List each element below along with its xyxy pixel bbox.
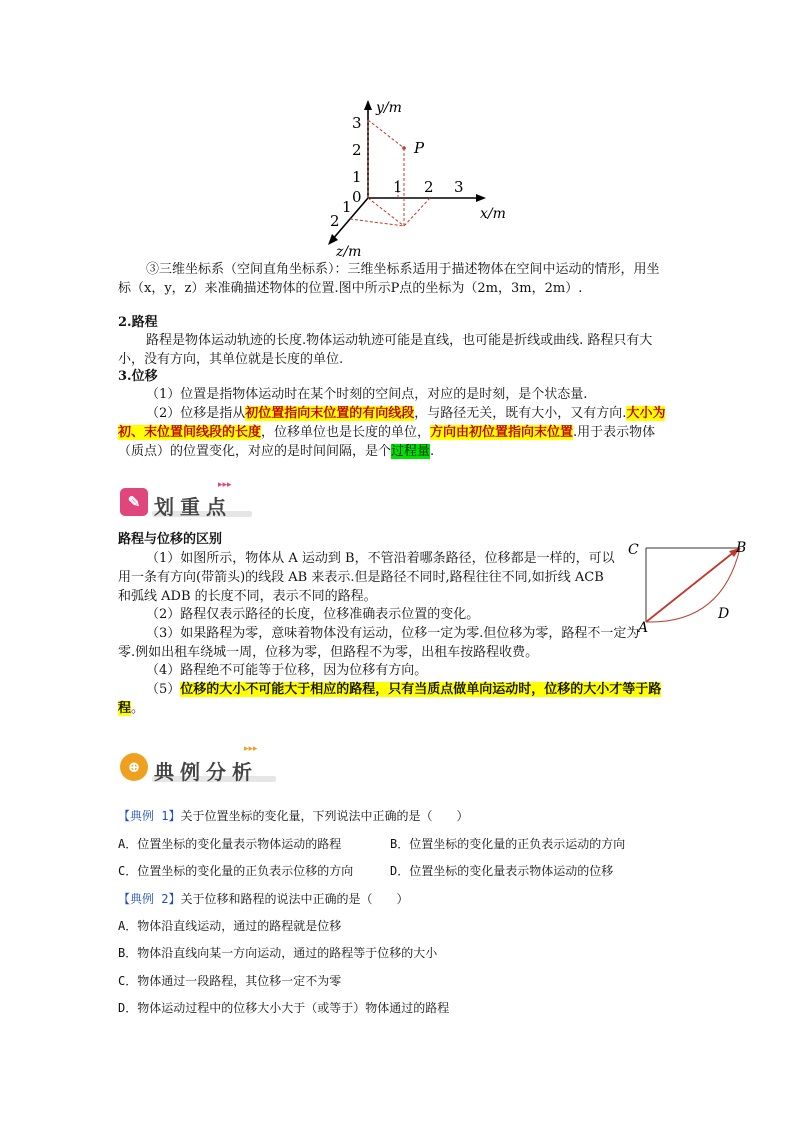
example-2-tag: 【典例 2】 <box>118 892 181 906</box>
label-b: B <box>736 540 747 556</box>
chevrons-icon: ▸▸▸ <box>218 480 232 490</box>
examples-title: 典例分析 <box>154 760 258 784</box>
item2-highlight-2: 大小为初、末位置间线段的长度 <box>118 406 666 440</box>
example-2-option-b: B．物体沿直线向某一方向运动，通过的路程等于位移的大小 <box>118 946 438 960</box>
item2-text-a: （2）位移是指从 <box>146 406 246 421</box>
item2-text-c: ，位移单位也是长度的单位， <box>261 425 431 440</box>
section-3-item-1: （1）位置是指物体运动时在某个时刻的空间点，对应的是时刻，是个状态量. <box>146 387 588 402</box>
example-1-stem <box>118 807 468 825</box>
section-2-body: 路程是物体运动轨迹的长度.物体运动轨迹可能是直线，也可能是折线或曲线. 路程只有大小，没有方向，其单位就是长度的单位. <box>118 333 653 367</box>
x-tick-3: 3 <box>454 178 464 196</box>
point-p <box>402 146 406 150</box>
globe-icon: ⊕ <box>120 753 148 781</box>
y-tick-1: 1 <box>352 168 362 186</box>
example-1-question: 关于位置坐标的变化量，下列说法中正确的是（ ） <box>180 809 469 823</box>
x-axis-label: x/m <box>480 206 506 222</box>
y-axis-label: y/m <box>376 100 402 116</box>
item2-text-b: ，与路径无关，既有大小，又有方向. <box>414 406 627 421</box>
item2-highlight-3: 方向由初位置指向末位置 <box>430 425 574 440</box>
z-tick-1: 1 <box>342 198 352 216</box>
chevrons-icon: ▸▸▸ <box>244 744 258 754</box>
item5-prefix: （5） <box>146 682 181 697</box>
section-3-item-2 <box>118 404 675 461</box>
key-points-banner <box>120 480 280 519</box>
z-tick-2: 2 <box>330 212 340 230</box>
item2-text-e: . <box>430 444 435 459</box>
y-tick-3: 3 <box>352 114 362 132</box>
example-1-tag: 【典例 1】 <box>118 809 181 823</box>
example-2-question: 关于位移和路程的说法中正确的是（ ） <box>180 892 409 906</box>
difference-item-1: （1）如图所示，物体从 A 运动到 B，不管沿着哪条路径，位移都是一样的，可以用一条有方向(带箭头)的线段 AB 来表示.但是路径不同时,路程往往不同,如折线 ACB 和弧线 ADB 的长度不同，表示不同的路程。 <box>118 551 615 604</box>
item5-suffix: 。 <box>131 701 145 716</box>
item2-highlight-4: 过程量 <box>391 444 431 459</box>
x-tick-1: 1 <box>393 178 403 196</box>
section-3-title: 3.位移 <box>118 369 158 384</box>
item5-highlight: 位移的大小不可能大于相应的路程，只有当质点做单向运动时，位移的大小才等于路程 <box>118 682 662 716</box>
difference-title: 路程与位移的区别 <box>118 532 223 547</box>
example-2-option-a: A．物体沿直线运动，通过的路程就是位移 <box>118 919 342 933</box>
example-1-option-b: B．位置坐标的变化量的正负表示运动的方向 <box>390 837 626 851</box>
difference-item-5 <box>118 680 678 718</box>
three-d-coordinate-paragraph: ③三维坐标系（空间直角坐标系）：三维坐标系适用于描述物体在空间中运动的情形，用坐标（x，y，z）来准确描述物体的位置.图中所示P点的坐标为（2m，3m，2m）. <box>118 262 660 296</box>
example-2-stem <box>118 890 408 908</box>
example-2-option-c: C．物体通过一段路程，其位移一定不为零 <box>118 974 342 988</box>
example-2-option-d: D．物体运动过程中的位移大小大于（或等于）物体通过的路程 <box>118 1001 450 1015</box>
label-a: A <box>638 620 649 636</box>
example-1-option-a: A．位置坐标的变化量表示物体运动的路程 <box>118 837 342 851</box>
example-1-option-c: C．位置坐标的变化量的正负表示位移的方向 <box>118 864 354 878</box>
point-p-label: P <box>414 139 425 157</box>
examples-banner <box>120 744 280 784</box>
difference-item-4: （4）路程绝不可能等于位移，因为位移有方向。 <box>146 663 428 678</box>
coordinate-3d-figure <box>320 98 520 258</box>
difference-item-2: （2）路程仅表示路径的长度，位移准确表示位置的变化。 <box>146 607 480 622</box>
key-points-title: 划重点 <box>154 495 232 519</box>
dashed-guides <box>350 120 430 226</box>
z-axis-label: z/m <box>336 244 362 258</box>
y-axis-arrow <box>364 100 372 110</box>
label-d: D <box>718 606 730 622</box>
difference-item-3: （3）如果路程为零，意味着物体没有运动，位移一定为零.但位移为零，路程不一定为零.例如出租车绕城一周，位移为零，但路程不为零，出租车按路程收费。 <box>118 626 640 660</box>
item2-text-d: .用于表示物体（质点）的位置变化，对应的是时间间隔，是个 <box>118 425 656 459</box>
item2-highlight-1: 初位置指向末位置的有向线段 <box>245 406 415 421</box>
example-1-option-d: D．位置坐标的变化量表示物体运动的位移 <box>390 864 614 878</box>
x-tick-2: 2 <box>424 178 434 196</box>
label-c: C <box>628 542 639 558</box>
x-axis-arrow <box>476 194 486 202</box>
y-tick-2: 2 <box>352 141 362 159</box>
section-2-title: 2.路程 <box>118 315 158 330</box>
y-tick-0: 0 <box>352 188 362 206</box>
path-displacement-figure <box>622 536 762 636</box>
pencil-icon: ✎ <box>120 488 148 516</box>
